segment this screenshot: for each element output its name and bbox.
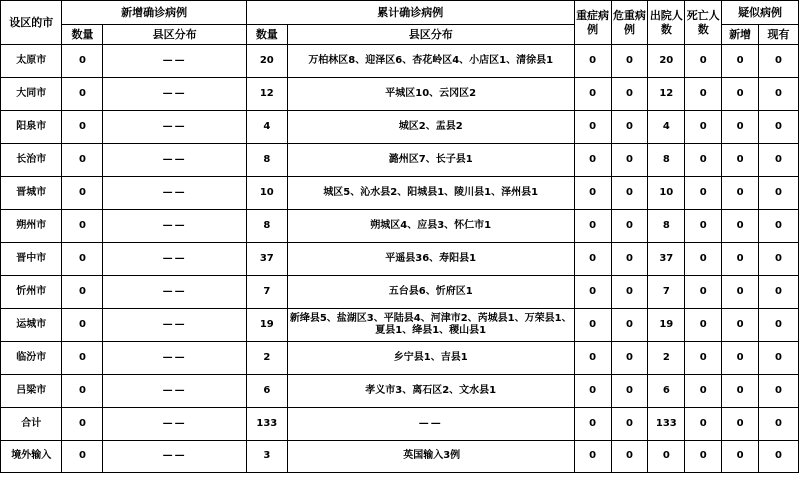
table-row	[1, 111, 799, 144]
cumulative-district: 新绛县5、盐湖区3、平陆县4、河津市2、芮城县1、万荣县1、夏县1、绛县1、稷山县1	[287, 309, 574, 342]
suspected-new-count: 0	[722, 441, 759, 473]
new-district: ——	[103, 144, 246, 177]
city-name: 大同市	[1, 78, 62, 111]
new-district: ——	[103, 408, 246, 441]
cumulative-count: 8	[246, 210, 287, 243]
table-row	[1, 78, 799, 111]
discharged-count: 8	[648, 144, 685, 177]
cumulative-count: 10	[246, 177, 287, 210]
cumulative-district: 乡宁县1、吉县1	[287, 342, 574, 375]
suspected-new-count: 0	[722, 111, 759, 144]
suspected-new-count: 0	[722, 210, 759, 243]
header-death: 死亡人数	[685, 1, 722, 45]
new-count: 0	[62, 309, 103, 342]
header-city: 设区的市	[1, 1, 62, 45]
severe-count: 0	[574, 111, 611, 144]
critical-count: 0	[611, 45, 648, 78]
suspected-new-count: 0	[722, 177, 759, 210]
header-cum-count: 数量	[246, 25, 287, 45]
header-suspected: 疑似病例	[722, 1, 799, 25]
city-name: 长治市	[1, 144, 62, 177]
critical-count: 0	[611, 78, 648, 111]
new-district: ——	[103, 375, 246, 408]
suspected-new-count: 0	[722, 309, 759, 342]
table-row	[1, 177, 799, 210]
table-row	[1, 144, 799, 177]
cumulative-count: 20	[246, 45, 287, 78]
suspected-new-count: 0	[722, 408, 759, 441]
new-district: ——	[103, 309, 246, 342]
new-count: 0	[62, 408, 103, 441]
suspected-current-count: 0	[759, 144, 799, 177]
new-count: 0	[62, 45, 103, 78]
table-row	[1, 342, 799, 375]
cumulative-district: 孝义市3、离石区2、文水县1	[287, 375, 574, 408]
death-count: 0	[685, 309, 722, 342]
cumulative-count: 12	[246, 78, 287, 111]
cumulative-count: 7	[246, 276, 287, 309]
table-row	[1, 243, 799, 276]
discharged-count: 133	[648, 408, 685, 441]
header-new-confirmed: 新增确诊病例	[62, 1, 246, 25]
cumulative-district: 平遥县36、寿阳县1	[287, 243, 574, 276]
critical-count: 0	[611, 309, 648, 342]
cumulative-district: 万柏林区8、迎泽区6、杏花岭区4、小店区1、清徐县1	[287, 45, 574, 78]
death-count: 0	[685, 342, 722, 375]
discharged-count: 4	[648, 111, 685, 144]
suspected-current-count: 0	[759, 177, 799, 210]
severe-count: 0	[574, 276, 611, 309]
header-suspected-current: 现有	[759, 25, 799, 45]
severe-count: 0	[574, 309, 611, 342]
death-count: 0	[685, 408, 722, 441]
city-name: 吕梁市	[1, 375, 62, 408]
cumulative-count: 4	[246, 111, 287, 144]
header-cum-district: 县区分布	[287, 25, 574, 45]
critical-count: 0	[611, 177, 648, 210]
new-district: ——	[103, 441, 246, 473]
header-new-count: 数量	[62, 25, 103, 45]
cumulative-district: ——	[287, 408, 574, 441]
new-count: 0	[62, 144, 103, 177]
cumulative-count: 19	[246, 309, 287, 342]
suspected-new-count: 0	[722, 78, 759, 111]
suspected-current-count: 0	[759, 375, 799, 408]
severe-count: 0	[574, 408, 611, 441]
total-label: 合计	[1, 408, 62, 441]
cumulative-count: 6	[246, 375, 287, 408]
critical-count: 0	[611, 210, 648, 243]
severe-count: 0	[574, 210, 611, 243]
severe-count: 0	[574, 375, 611, 408]
critical-count: 0	[611, 408, 648, 441]
table-row	[1, 375, 799, 408]
suspected-new-count: 0	[722, 342, 759, 375]
new-district: ——	[103, 177, 246, 210]
new-count: 0	[62, 243, 103, 276]
table-body	[1, 45, 799, 473]
cumulative-district: 朔城区4、应县3、怀仁市1	[287, 210, 574, 243]
new-count: 0	[62, 342, 103, 375]
table-row	[1, 309, 799, 342]
new-count: 0	[62, 177, 103, 210]
table-row	[1, 276, 799, 309]
cumulative-district: 城区5、沁水县2、阳城县1、陵川县1、泽州县1	[287, 177, 574, 210]
critical-count: 0	[611, 441, 648, 473]
header-critical: 危重病例	[611, 1, 648, 45]
cumulative-count: 133	[246, 408, 287, 441]
new-district: ——	[103, 342, 246, 375]
critical-count: 0	[611, 144, 648, 177]
header-new-district: 县区分布	[103, 25, 246, 45]
cumulative-district: 潞州区7、长子县1	[287, 144, 574, 177]
severe-count: 0	[574, 177, 611, 210]
new-count: 0	[62, 78, 103, 111]
new-count: 0	[62, 210, 103, 243]
city-name: 太原市	[1, 45, 62, 78]
new-count: 0	[62, 111, 103, 144]
table-row	[1, 45, 799, 78]
suspected-current-count: 0	[759, 441, 799, 473]
suspected-new-count: 0	[722, 375, 759, 408]
severe-count: 0	[574, 441, 611, 473]
suspected-current-count: 0	[759, 111, 799, 144]
death-count: 0	[685, 243, 722, 276]
cumulative-count: 8	[246, 144, 287, 177]
imported-row	[1, 441, 799, 473]
header-severe: 重症病例	[574, 1, 611, 45]
suspected-new-count: 0	[722, 243, 759, 276]
suspected-new-count: 0	[722, 144, 759, 177]
critical-count: 0	[611, 342, 648, 375]
suspected-current-count: 0	[759, 408, 799, 441]
death-count: 0	[685, 111, 722, 144]
cumulative-count: 3	[246, 441, 287, 473]
new-district: ——	[103, 45, 246, 78]
death-count: 0	[685, 144, 722, 177]
new-district: ——	[103, 111, 246, 144]
table-row	[1, 210, 799, 243]
critical-count: 0	[611, 375, 648, 408]
city-name: 朔州市	[1, 210, 62, 243]
critical-count: 0	[611, 111, 648, 144]
discharged-count: 19	[648, 309, 685, 342]
discharged-count: 10	[648, 177, 685, 210]
suspected-current-count: 0	[759, 243, 799, 276]
discharged-count: 20	[648, 45, 685, 78]
city-name: 晋城市	[1, 177, 62, 210]
cumulative-district: 五台县6、忻府区1	[287, 276, 574, 309]
city-name: 晋中市	[1, 243, 62, 276]
suspected-current-count: 0	[759, 342, 799, 375]
death-count: 0	[685, 441, 722, 473]
new-count: 0	[62, 375, 103, 408]
severe-count: 0	[574, 78, 611, 111]
death-count: 0	[685, 78, 722, 111]
critical-count: 0	[611, 243, 648, 276]
discharged-count: 37	[648, 243, 685, 276]
city-name: 阳泉市	[1, 111, 62, 144]
new-district: ——	[103, 243, 246, 276]
cumulative-district: 平城区10、云冈区2	[287, 78, 574, 111]
city-name: 运城市	[1, 309, 62, 342]
severe-count: 0	[574, 243, 611, 276]
suspected-current-count: 0	[759, 309, 799, 342]
suspected-current-count: 0	[759, 276, 799, 309]
death-count: 0	[685, 45, 722, 78]
death-count: 0	[685, 210, 722, 243]
new-count: 0	[62, 276, 103, 309]
imported-label: 境外输入	[1, 441, 62, 473]
city-name: 临汾市	[1, 342, 62, 375]
city-name: 忻州市	[1, 276, 62, 309]
suspected-current-count: 0	[759, 45, 799, 78]
suspected-current-count: 0	[759, 78, 799, 111]
death-count: 0	[685, 177, 722, 210]
suspected-new-count: 0	[722, 276, 759, 309]
cumulative-district: 英国输入3例	[287, 441, 574, 473]
discharged-count: 6	[648, 375, 685, 408]
suspected-current-count: 0	[759, 210, 799, 243]
death-count: 0	[685, 375, 722, 408]
header-row-top	[1, 1, 799, 25]
suspected-new-count: 0	[722, 45, 759, 78]
severe-count: 0	[574, 342, 611, 375]
header-suspected-new: 新增	[722, 25, 759, 45]
discharged-count: 2	[648, 342, 685, 375]
header-discharged: 出院人数	[648, 1, 685, 45]
total-row	[1, 408, 799, 441]
cumulative-count: 2	[246, 342, 287, 375]
new-district: ——	[103, 78, 246, 111]
header-cumulative-confirmed: 累计确诊病例	[246, 1, 574, 25]
cumulative-district: 城区2、盂县2	[287, 111, 574, 144]
severe-count: 0	[574, 144, 611, 177]
death-count: 0	[685, 276, 722, 309]
new-district: ——	[103, 276, 246, 309]
new-district: ——	[103, 210, 246, 243]
discharged-count: 7	[648, 276, 685, 309]
severe-count: 0	[574, 45, 611, 78]
new-count: 0	[62, 441, 103, 473]
critical-count: 0	[611, 276, 648, 309]
discharged-count: 0	[648, 441, 685, 473]
discharged-count: 12	[648, 78, 685, 111]
discharged-count: 8	[648, 210, 685, 243]
cumulative-count: 37	[246, 243, 287, 276]
